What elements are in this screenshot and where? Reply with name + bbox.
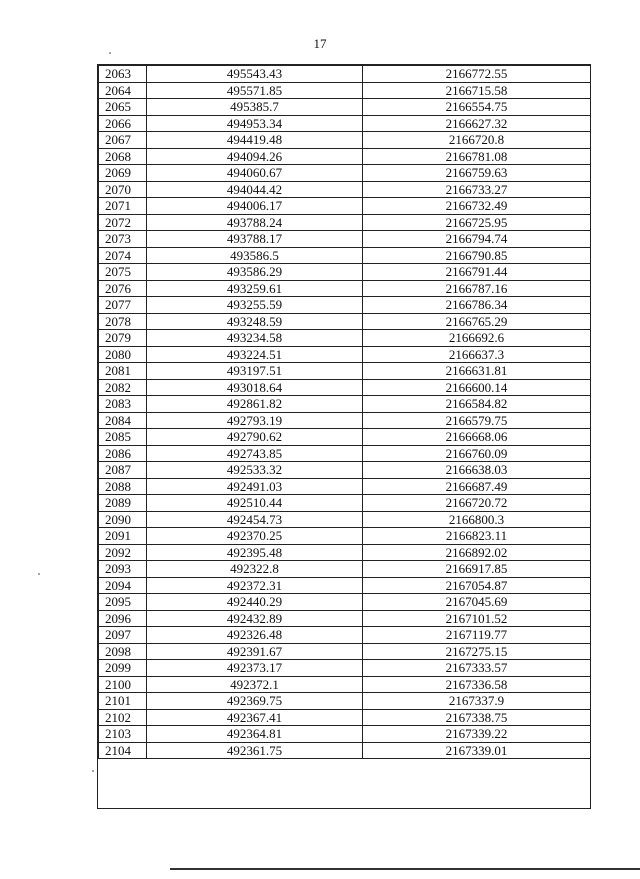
table-row bbox=[99, 511, 591, 528]
table-row bbox=[99, 264, 591, 281]
y-coordinate-cell: 2166668.06 bbox=[363, 429, 591, 446]
y-coordinate-cell: 2167333.57 bbox=[363, 660, 591, 677]
x-coordinate-cell: 493259.61 bbox=[147, 280, 363, 297]
y-coordinate-cell: 2166759.63 bbox=[363, 165, 591, 182]
table-row bbox=[99, 709, 591, 726]
x-coordinate-cell: 492861.82 bbox=[147, 396, 363, 413]
y-coordinate-cell: 2166720.72 bbox=[363, 495, 591, 512]
x-coordinate-cell: 492372.31 bbox=[147, 577, 363, 594]
y-coordinate-cell: 2166772.55 bbox=[363, 66, 591, 83]
y-coordinate-cell: 2167275.15 bbox=[363, 643, 591, 660]
x-coordinate-cell: 492370.25 bbox=[147, 528, 363, 545]
table-row bbox=[99, 544, 591, 561]
x-coordinate-cell: 492395.48 bbox=[147, 544, 363, 561]
table-row bbox=[99, 181, 591, 198]
point-number-cell: 2075 bbox=[99, 264, 147, 281]
scan-speck bbox=[92, 770, 94, 772]
point-number-cell: 2077 bbox=[99, 297, 147, 314]
table-row bbox=[99, 726, 591, 743]
x-coordinate-cell: 494094.26 bbox=[147, 148, 363, 165]
x-coordinate-cell: 492510.44 bbox=[147, 495, 363, 512]
x-coordinate-cell: 492391.67 bbox=[147, 643, 363, 660]
x-coordinate-cell: 494044.42 bbox=[147, 181, 363, 198]
x-coordinate-cell: 493224.51 bbox=[147, 346, 363, 363]
point-number-cell: 2082 bbox=[99, 379, 147, 396]
x-coordinate-cell: 493018.64 bbox=[147, 379, 363, 396]
point-number-cell: 2090 bbox=[99, 511, 147, 528]
point-number-cell: 2068 bbox=[99, 148, 147, 165]
point-number-cell: 2070 bbox=[99, 181, 147, 198]
y-coordinate-cell: 2166638.03 bbox=[363, 462, 591, 479]
point-number-cell: 2096 bbox=[99, 610, 147, 627]
x-coordinate-cell: 494953.34 bbox=[147, 115, 363, 132]
y-coordinate-cell: 2167337.9 bbox=[363, 693, 591, 710]
x-coordinate-cell: 495571.85 bbox=[147, 82, 363, 99]
x-coordinate-cell: 492322.8 bbox=[147, 561, 363, 578]
y-coordinate-cell: 2167045.69 bbox=[363, 594, 591, 611]
y-coordinate-cell: 2166584.82 bbox=[363, 396, 591, 413]
point-number-cell: 2102 bbox=[99, 709, 147, 726]
point-number-cell: 2092 bbox=[99, 544, 147, 561]
table-row bbox=[99, 346, 591, 363]
y-coordinate-cell: 2166725.95 bbox=[363, 214, 591, 231]
point-number-cell: 2078 bbox=[99, 313, 147, 330]
table-row bbox=[99, 643, 591, 660]
x-coordinate-cell: 492533.32 bbox=[147, 462, 363, 479]
x-coordinate-cell: 492454.73 bbox=[147, 511, 363, 528]
point-number-cell: 2066 bbox=[99, 115, 147, 132]
y-coordinate-cell: 2166627.32 bbox=[363, 115, 591, 132]
table-row bbox=[99, 693, 591, 710]
table-row bbox=[99, 66, 591, 83]
y-coordinate-cell: 2166733.27 bbox=[363, 181, 591, 198]
y-coordinate-cell: 2166720.8 bbox=[363, 132, 591, 149]
y-coordinate-cell: 2166600.14 bbox=[363, 379, 591, 396]
y-coordinate-cell: 2167101.52 bbox=[363, 610, 591, 627]
x-coordinate-cell: 492367.41 bbox=[147, 709, 363, 726]
y-coordinate-cell: 2166794.74 bbox=[363, 231, 591, 248]
x-coordinate-cell: 492361.75 bbox=[147, 742, 363, 759]
table-row bbox=[99, 660, 591, 677]
table-row bbox=[99, 676, 591, 693]
y-coordinate-cell: 2166765.29 bbox=[363, 313, 591, 330]
y-coordinate-cell: 2166692.6 bbox=[363, 330, 591, 347]
table-row bbox=[99, 148, 591, 165]
x-coordinate-cell: 493788.17 bbox=[147, 231, 363, 248]
x-coordinate-cell: 493586.5 bbox=[147, 247, 363, 264]
table-row bbox=[99, 214, 591, 231]
point-number-cell: 2104 bbox=[99, 742, 147, 759]
y-coordinate-cell: 2166715.58 bbox=[363, 82, 591, 99]
table-row bbox=[99, 528, 591, 545]
y-coordinate-cell: 2167054.87 bbox=[363, 577, 591, 594]
y-coordinate-cell: 2166892.02 bbox=[363, 544, 591, 561]
point-number-cell: 2076 bbox=[99, 280, 147, 297]
y-coordinate-cell: 2166917.85 bbox=[363, 561, 591, 578]
y-coordinate-cell: 2167336.58 bbox=[363, 676, 591, 693]
x-coordinate-cell: 493248.59 bbox=[147, 313, 363, 330]
point-number-cell: 2071 bbox=[99, 198, 147, 215]
table-row bbox=[99, 82, 591, 99]
point-number-cell: 2069 bbox=[99, 165, 147, 182]
scan-speck bbox=[38, 573, 40, 575]
x-coordinate-cell: 492790.62 bbox=[147, 429, 363, 446]
y-coordinate-cell: 2166790.85 bbox=[363, 247, 591, 264]
x-coordinate-cell: 494419.48 bbox=[147, 132, 363, 149]
table-row bbox=[99, 313, 591, 330]
x-coordinate-cell: 493234.58 bbox=[147, 330, 363, 347]
point-number-cell: 2100 bbox=[99, 676, 147, 693]
table-row bbox=[99, 297, 591, 314]
point-number-cell: 2064 bbox=[99, 82, 147, 99]
point-number-cell: 2072 bbox=[99, 214, 147, 231]
y-coordinate-cell: 2166781.08 bbox=[363, 148, 591, 165]
x-coordinate-cell: 492432.89 bbox=[147, 610, 363, 627]
table-row bbox=[99, 495, 591, 512]
page-number: 17 bbox=[313, 36, 327, 51]
point-number-cell: 2080 bbox=[99, 346, 147, 363]
point-number-cell: 2091 bbox=[99, 528, 147, 545]
point-number-cell: 2095 bbox=[99, 594, 147, 611]
coordinates-table-body bbox=[99, 66, 591, 759]
table-row bbox=[99, 363, 591, 380]
point-number-cell: 2085 bbox=[99, 429, 147, 446]
x-coordinate-cell: 493788.24 bbox=[147, 214, 363, 231]
y-coordinate-cell: 2166791.44 bbox=[363, 264, 591, 281]
y-coordinate-cell: 2166687.49 bbox=[363, 478, 591, 495]
x-coordinate-cell: 494060.67 bbox=[147, 165, 363, 182]
bottom-rule bbox=[170, 868, 640, 870]
table-row bbox=[99, 198, 591, 215]
y-coordinate-cell: 2167119.77 bbox=[363, 627, 591, 644]
point-number-cell: 2079 bbox=[99, 330, 147, 347]
y-coordinate-cell: 2166579.75 bbox=[363, 412, 591, 429]
point-number-cell: 2063 bbox=[99, 66, 147, 83]
table-row bbox=[99, 577, 591, 594]
x-coordinate-cell: 493586.29 bbox=[147, 264, 363, 281]
y-coordinate-cell: 2166554.75 bbox=[363, 99, 591, 116]
y-coordinate-cell: 2166786.34 bbox=[363, 297, 591, 314]
table-row bbox=[99, 478, 591, 495]
x-coordinate-cell: 492491.03 bbox=[147, 478, 363, 495]
point-number-cell: 2099 bbox=[99, 660, 147, 677]
scan-speck bbox=[109, 52, 111, 54]
x-coordinate-cell: 492793.19 bbox=[147, 412, 363, 429]
x-coordinate-cell: 492373.17 bbox=[147, 660, 363, 677]
point-number-cell: 2065 bbox=[99, 99, 147, 116]
table-row bbox=[99, 280, 591, 297]
table-row bbox=[99, 396, 591, 413]
table-row bbox=[99, 561, 591, 578]
table-row bbox=[99, 231, 591, 248]
y-coordinate-cell: 2167338.75 bbox=[363, 709, 591, 726]
x-coordinate-cell: 495385.7 bbox=[147, 99, 363, 116]
point-number-cell: 2093 bbox=[99, 561, 147, 578]
point-number-cell: 2101 bbox=[99, 693, 147, 710]
x-coordinate-cell: 494006.17 bbox=[147, 198, 363, 215]
point-number-cell: 2094 bbox=[99, 577, 147, 594]
y-coordinate-cell: 2166637.3 bbox=[363, 346, 591, 363]
table-row bbox=[99, 165, 591, 182]
point-number-cell: 2103 bbox=[99, 726, 147, 743]
x-coordinate-cell: 492743.85 bbox=[147, 445, 363, 462]
y-coordinate-cell: 2166823.11 bbox=[363, 528, 591, 545]
table-row bbox=[99, 412, 591, 429]
point-number-cell: 2084 bbox=[99, 412, 147, 429]
table-row bbox=[99, 247, 591, 264]
table-row bbox=[99, 594, 591, 611]
table-row bbox=[99, 99, 591, 116]
y-coordinate-cell: 2166800.3 bbox=[363, 511, 591, 528]
x-coordinate-cell: 493255.59 bbox=[147, 297, 363, 314]
point-number-cell: 2067 bbox=[99, 132, 147, 149]
x-coordinate-cell: 492440.29 bbox=[147, 594, 363, 611]
table-row bbox=[99, 132, 591, 149]
y-coordinate-cell: 2167339.22 bbox=[363, 726, 591, 743]
y-coordinate-cell: 2166760.09 bbox=[363, 445, 591, 462]
point-number-cell: 2089 bbox=[99, 495, 147, 512]
table-row bbox=[99, 627, 591, 644]
point-number-cell: 2083 bbox=[99, 396, 147, 413]
table-row bbox=[99, 379, 591, 396]
point-number-cell: 2088 bbox=[99, 478, 147, 495]
point-number-cell: 2086 bbox=[99, 445, 147, 462]
x-coordinate-cell: 495543.43 bbox=[147, 66, 363, 83]
point-number-cell: 2081 bbox=[99, 363, 147, 380]
point-number-cell: 2097 bbox=[99, 627, 147, 644]
table-row bbox=[99, 445, 591, 462]
table-row bbox=[99, 610, 591, 627]
y-coordinate-cell: 2166631.81 bbox=[363, 363, 591, 380]
y-coordinate-cell: 2167339.01 bbox=[363, 742, 591, 759]
point-number-cell: 2074 bbox=[99, 247, 147, 264]
table-row bbox=[99, 429, 591, 446]
x-coordinate-cell: 492369.75 bbox=[147, 693, 363, 710]
x-coordinate-cell: 493197.51 bbox=[147, 363, 363, 380]
point-number-cell: 2098 bbox=[99, 643, 147, 660]
table-row bbox=[99, 742, 591, 759]
x-coordinate-cell: 492372.1 bbox=[147, 676, 363, 693]
point-number-cell: 2073 bbox=[99, 231, 147, 248]
point-number-cell: 2087 bbox=[99, 462, 147, 479]
coordinates-table bbox=[98, 65, 591, 759]
y-coordinate-cell: 2166732.49 bbox=[363, 198, 591, 215]
table-row bbox=[99, 462, 591, 479]
y-coordinate-cell: 2166787.16 bbox=[363, 280, 591, 297]
table-row bbox=[99, 115, 591, 132]
x-coordinate-cell: 492364.81 bbox=[147, 726, 363, 743]
table-row bbox=[99, 330, 591, 347]
x-coordinate-cell: 492326.48 bbox=[147, 627, 363, 644]
